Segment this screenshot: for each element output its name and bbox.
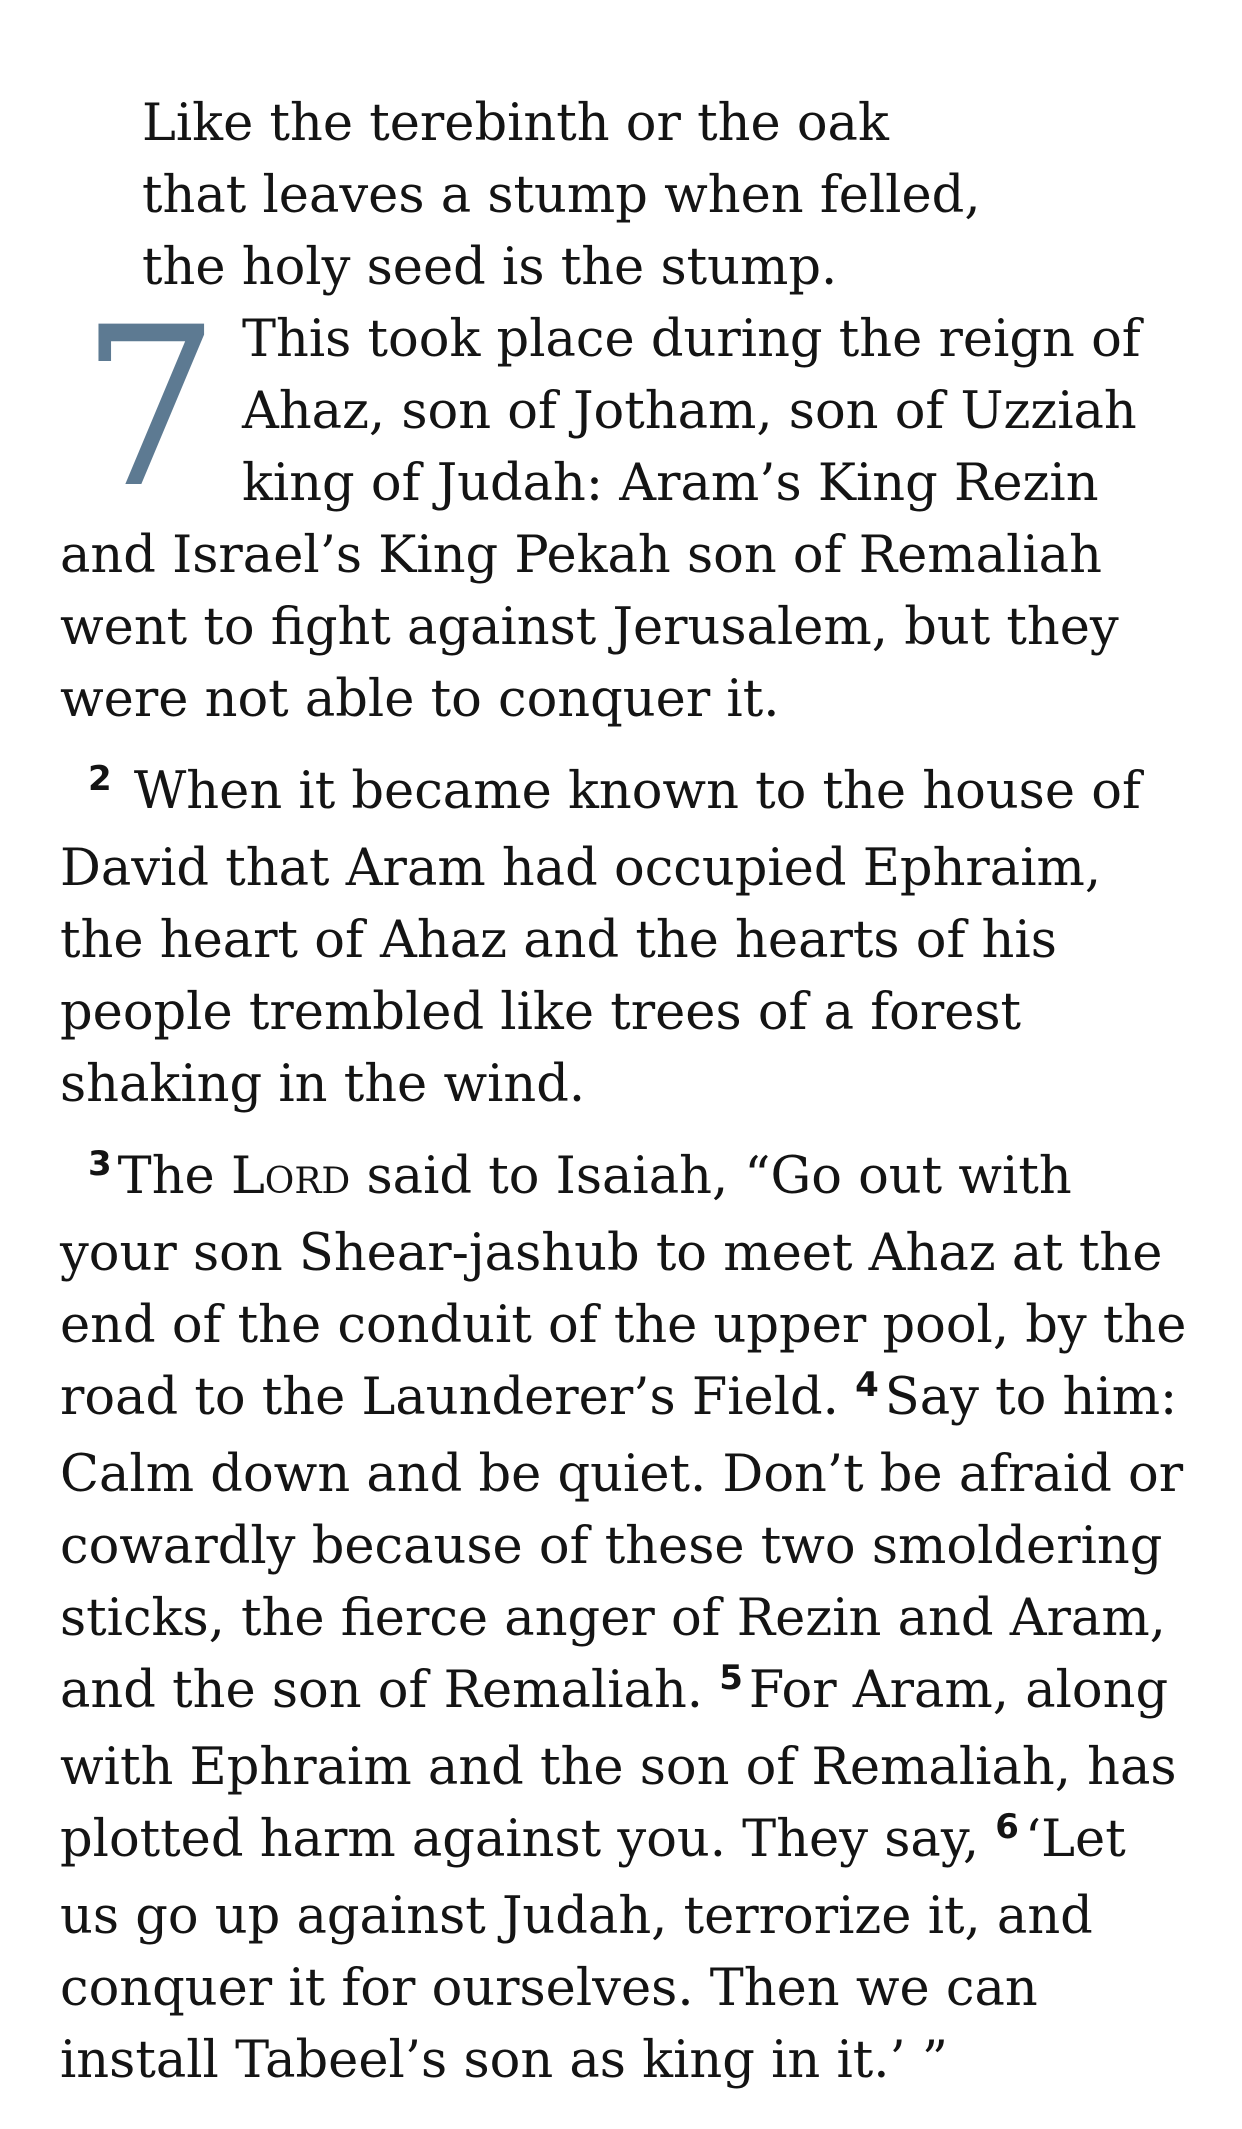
verse-number[interactable]: 3 xyxy=(88,1144,112,1184)
chapter-opening-paragraph xyxy=(60,280,1190,736)
verse-text: ‘Let us go up against Judah, terrorize it, and conquer it for ourselves. Then we can install Tabeel’s son as king in it.’ ” xyxy=(60,1810,1126,2090)
chapter-opening-text: This took place during the reign of Ahaz, son of Jotham, son of Uzziah king of Judah: Aram’s King Rezin and Israel’s King Pekah son of Remaliah went to fight against Jerusalem, but they were not able to conquer it. xyxy=(60,310,1141,729)
verse-paragraph xyxy=(60,756,1190,1121)
chapter-number-dropcap: 7 xyxy=(80,280,220,536)
verse-paragraph xyxy=(60,1141,1190,2097)
poetry-line: that leaves a stump when felled, xyxy=(142,166,981,225)
verse-text: For Aram, along with Ephraim and the son of Remaliah, has plotted harm against you. They say, xyxy=(60,1661,1177,1869)
poetry-block xyxy=(60,88,1190,304)
verse-number[interactable]: 2 xyxy=(88,759,112,799)
divine-name-lord: Lord xyxy=(230,1147,351,1206)
verse-number[interactable]: 4 xyxy=(855,1365,879,1405)
verse-text: Say to him: Calm down and be quiet. Don’t be afraid or cowardly because of these two smoldering sticks, the fierce anger of Rezin and Aram, and the son of Remaliah. xyxy=(60,1368,1184,1720)
verse-text: The xyxy=(117,1147,231,1206)
poetry-line: the holy seed is the stump. xyxy=(142,238,838,297)
verse-number[interactable]: 5 xyxy=(719,1658,743,1698)
reading-page xyxy=(60,88,1190,2097)
verse-text: When it became known to the house of David that Aram had occupied Ephraim, the heart of Ahaz and the hearts of his people trembled like trees of a forest shaking in the wind. xyxy=(60,762,1141,1114)
verse-number[interactable]: 6 xyxy=(995,1807,1019,1847)
poetry-line: Like the terebinth or the oak xyxy=(142,94,889,153)
verse-text: said to Isaiah, “Go out with your son Shear-jashub to meet Ahaz at the end of the conduit of the upper pool, by the road to the Launderer’s Field. xyxy=(60,1147,1187,1427)
